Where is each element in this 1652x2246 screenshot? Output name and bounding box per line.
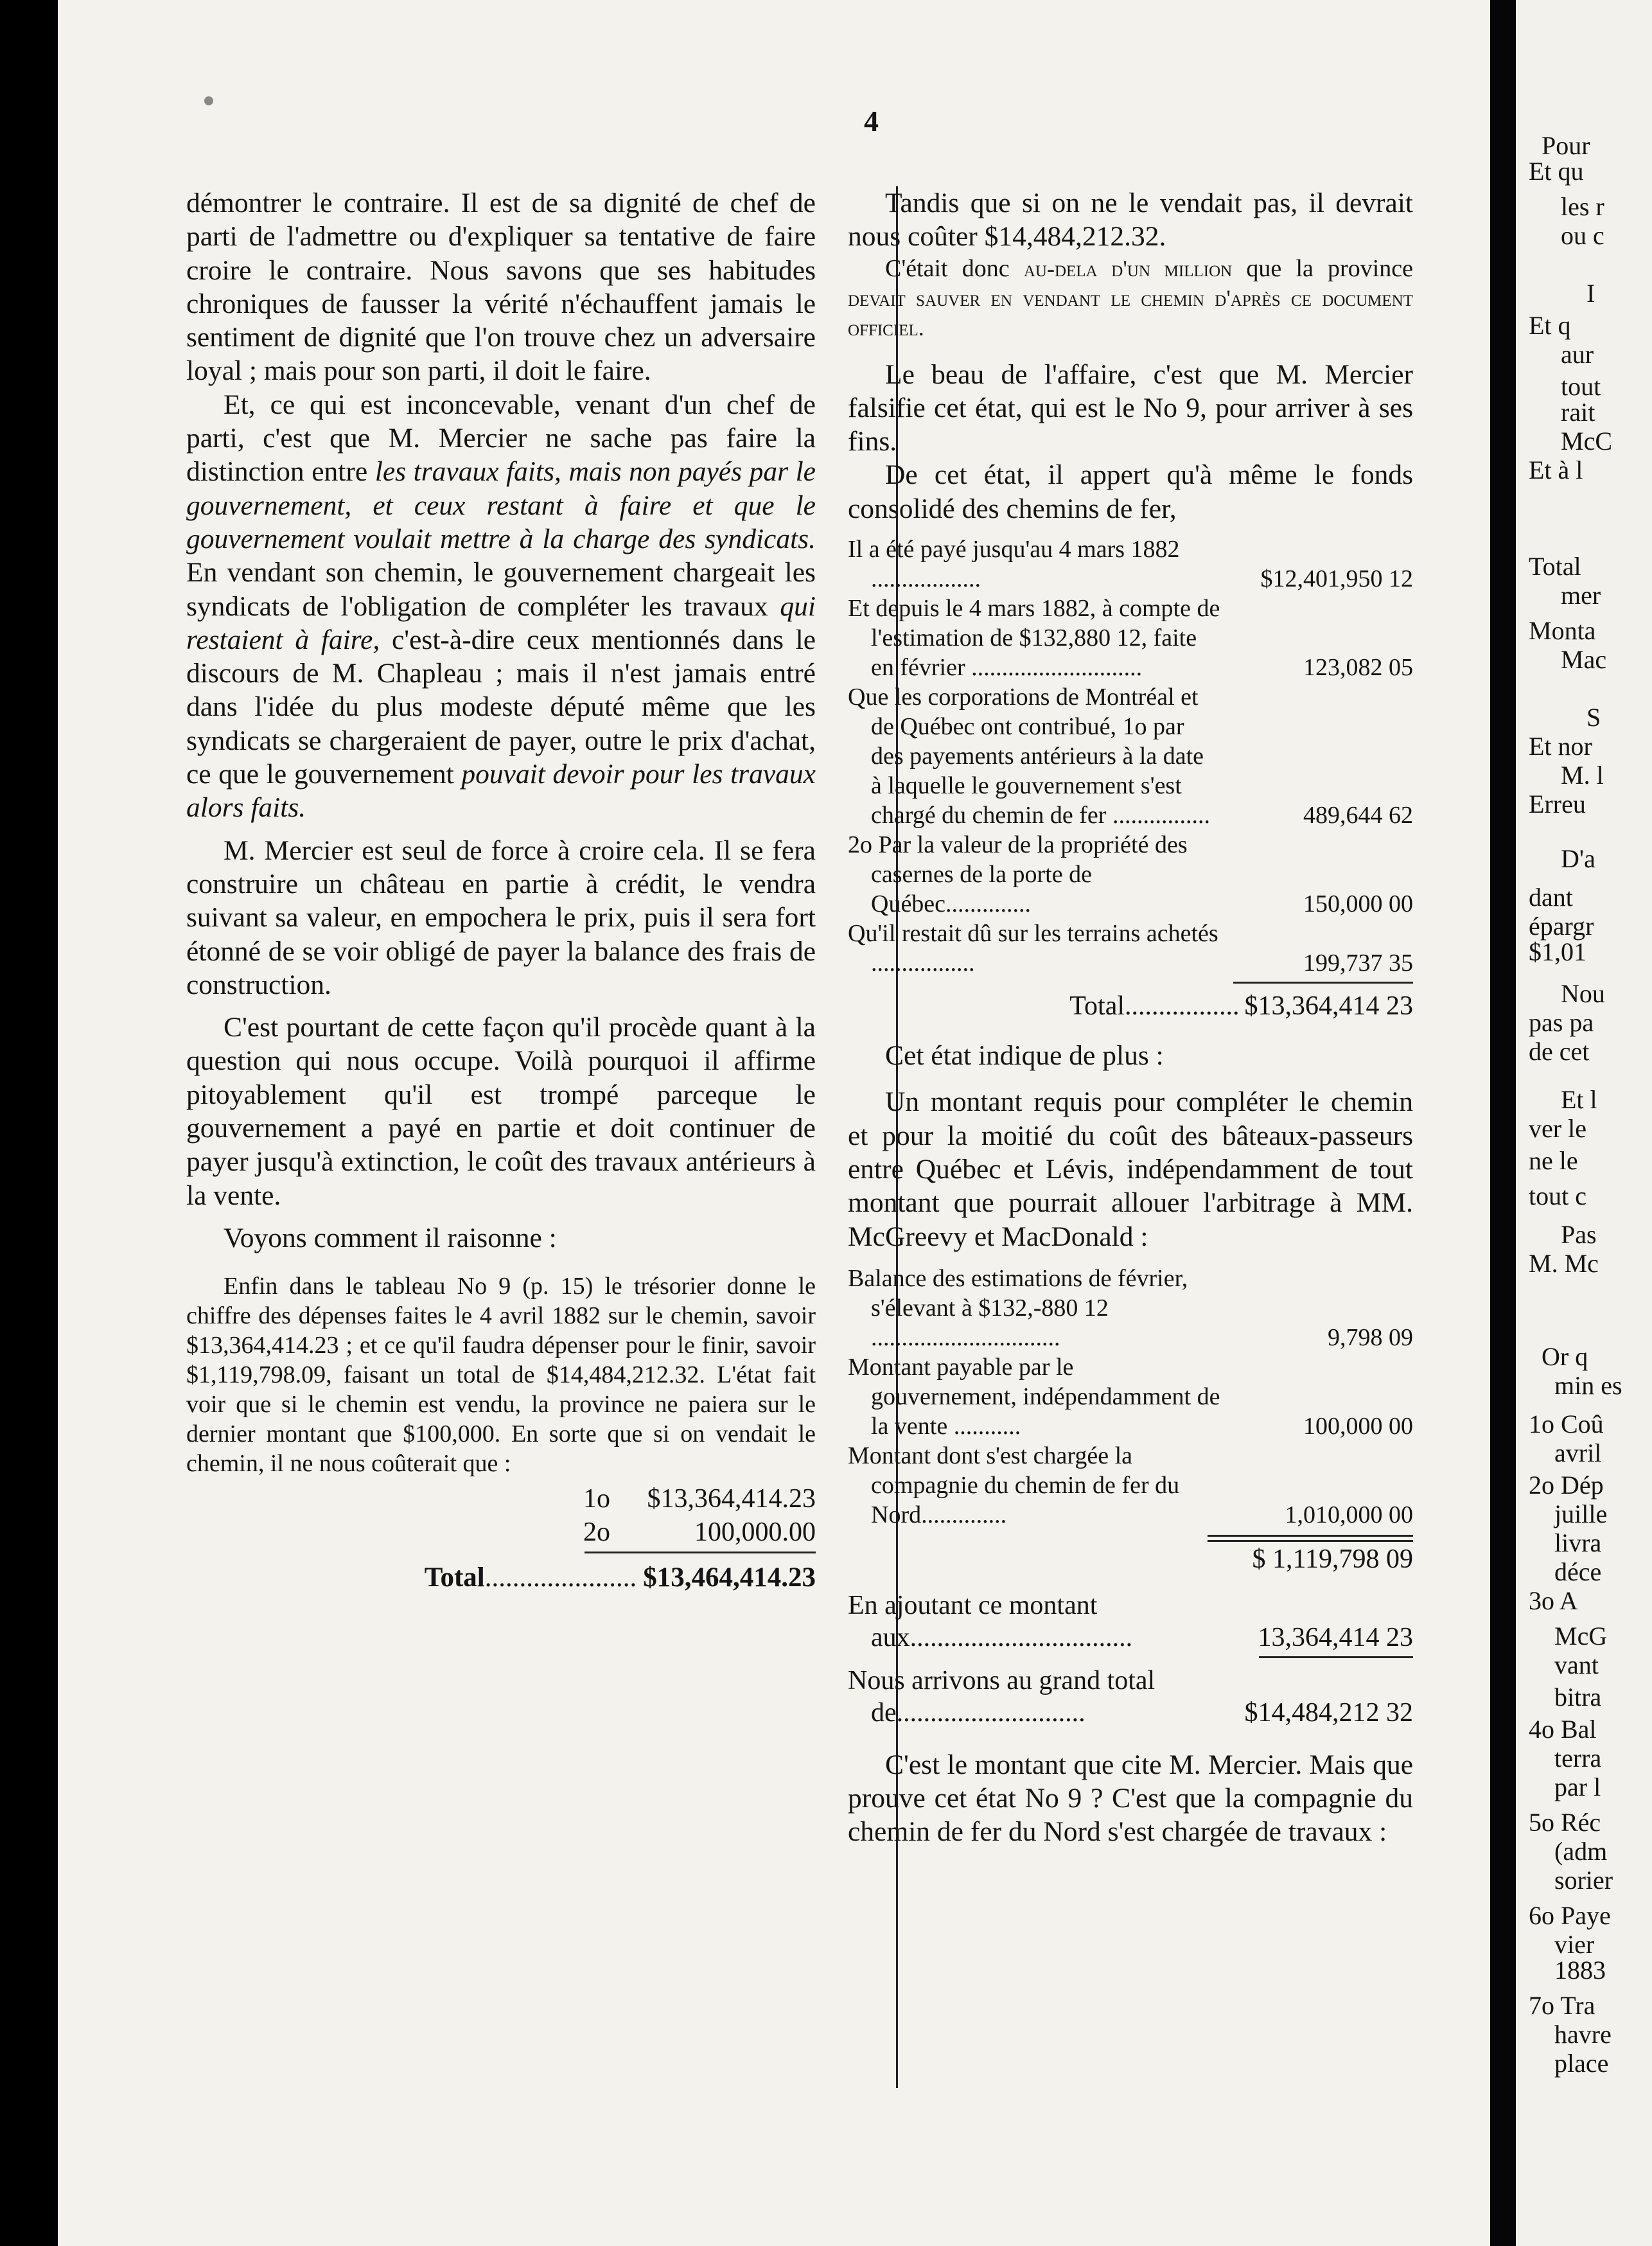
quoted-passage: Enfin dans le tableau No 9 (p. 15) le trésorier donne le chiffre des dépenses faites le 4 avril 1882 sur le chemin, savoir $13,364,414.23 ; et ce qu'il faudra dépenser pour le finir, savoir $1,119,798.09, faisant un total de $14,484,212.32. L'état fait voir que si le chemin est vendu, la province ne paiera sur le dernier montant que $100,000. En sorte que si on vendait le chemin, il ne nous coûterait que : xyxy=(186,1273,816,1478)
sum-rule xyxy=(584,1552,816,1553)
expense-desc: Que les corporations de Montréal et de Québec ont contribué, 1o par des payements antérieurs à la date à laquelle le gouvernement s'est chargé du chemin de fer ................ xyxy=(848,684,1210,829)
adjacent-page-line: tout xyxy=(1561,372,1601,401)
paragraph-r7: C'est le montant que cite M. Mercier. Mais que prouve cet état No 9 ? C'est que la compagnie du chemin de fer du Nord s'est chargée de travaux : xyxy=(848,1749,1413,1848)
adjacent-page-line: Pas xyxy=(1561,1220,1597,1249)
adjacent-page-line: terra xyxy=(1554,1744,1602,1773)
page-gutter xyxy=(1490,0,1516,2246)
adjacent-page-line: vant xyxy=(1554,1650,1599,1679)
adjacent-page-line: juille xyxy=(1554,1499,1608,1528)
adjacent-page-line: sorier xyxy=(1554,1866,1613,1895)
adjacent-page-line: McG xyxy=(1554,1622,1608,1650)
adjacent-page-line: livra xyxy=(1554,1528,1602,1557)
adjacent-page-line: $1,01 xyxy=(1529,937,1586,966)
expense-total-amount: $13,364,414 23 xyxy=(1244,991,1413,1021)
paragraph-2-italic-1: les travaux faits, mais non payés par le gouvernement, et ceux restant à faire et que le gouvernement voulait mettre à la charge des syndicats. xyxy=(186,456,816,554)
adjacent-page-line: I xyxy=(1586,279,1595,308)
adjacent-page-line: vier xyxy=(1554,1930,1595,1959)
expense-amount: 150,000 00 xyxy=(1303,890,1413,918)
add-row xyxy=(848,1589,1413,1654)
expense-desc: Et depuis le 4 mars 1882, à compte de l'estimation de $132,880 12, faite en février ............................ xyxy=(848,595,1220,682)
add-amount: 13,364,414 23 xyxy=(1258,1622,1413,1652)
adjacent-page-line: place xyxy=(1554,2049,1609,2078)
adjacent-page-line: mer xyxy=(1561,581,1601,610)
completion-table xyxy=(848,1264,1413,1729)
right-column xyxy=(848,186,1413,1849)
page-number: 4 xyxy=(864,105,879,137)
paragraph-r6: Un montant requis pour compléter le chemin et pour la moitié du coût des bâteaux-passeurs entre Québec et Lévis, indépendamment de tout montant que pourrait allouer l'arbitrage à MM. McGreevy et MacDonald : xyxy=(848,1086,1413,1252)
expense-desc: Qu'il restait dû sur les terrains achetés ................. xyxy=(848,920,1218,977)
adjacent-page-line: Total xyxy=(1529,552,1581,581)
adjacent-page-line: 7o Tra xyxy=(1529,1991,1595,2020)
adjacent-page-line: tout c xyxy=(1529,1181,1586,1210)
sum-total-row xyxy=(186,1561,816,1595)
adjacent-page-line: (adm xyxy=(1554,1837,1608,1866)
sum-total-amount: $13,464,414.23 xyxy=(643,1562,816,1593)
adjacent-page-line: 1o Coû xyxy=(1529,1410,1604,1438)
adjacent-page-line: 2o Dép xyxy=(1529,1471,1604,1499)
adjacent-page-line: M. l xyxy=(1561,761,1604,790)
paragraph-3: M. Mercier est seul de force à croire cela. Il se fera construire un château en partie à crédit, le vendra suivant sa valeur, en empochera le prix, puis il sera fort étonné de se voir obligé de payer la balance des frais de construction. xyxy=(186,835,816,1000)
adjacent-page-line: S xyxy=(1586,703,1601,732)
sum-row-label: 1o xyxy=(583,1484,610,1514)
paragraph-r2-smallcaps-2: devait sauver en vendant le chemin d'après ce document officiel. xyxy=(848,285,1413,340)
paragraph-r1: Tandis que si on ne le vendait pas, il devrait nous coûter $14,484,212.32. xyxy=(848,188,1413,252)
adjacent-page-line: déce xyxy=(1554,1557,1602,1586)
adjacent-page-line: rait xyxy=(1561,398,1595,427)
paragraph-2-part-c: En vendant son chemin, le gouvernement chargeait les syndicats de l'obligation de compléter les travaux xyxy=(186,557,816,622)
completion-amount: 100,000 00 xyxy=(1303,1412,1413,1440)
expense-total-row xyxy=(848,991,1413,1021)
adjacent-page-line: dant xyxy=(1529,883,1573,912)
sum-row-label: 2o xyxy=(583,1517,610,1548)
completion-desc: Montant payable par le gouvernement, indépendamment de la vente ........... xyxy=(848,1353,1220,1440)
expense-amount: 123,082 05 xyxy=(1303,654,1413,682)
grand-total-row xyxy=(848,1665,1413,1729)
adjacent-page-line: bitra xyxy=(1554,1683,1602,1711)
adjacent-page-line: Et q xyxy=(1529,311,1571,340)
sum-row-amount: $13,364,414.23 xyxy=(647,1484,816,1514)
adjacent-page-line: épargr xyxy=(1529,912,1594,941)
adjacent-page-line: Et nor xyxy=(1529,732,1592,761)
adjacent-page-line: pas pa xyxy=(1529,1008,1594,1037)
adjacent-page-line: Erreu xyxy=(1529,790,1586,818)
adjacent-page-line: Nou xyxy=(1561,979,1605,1008)
completion-total-amount: $ 1,119,798 09 xyxy=(1252,1544,1413,1574)
paragraph-2-part-e: c'est-à-dire ceux mentionnés dans le discours de M. Chapleau ; mais il n'est jamais entré dans l'idée du plus modeste député même que les syndicats se chargeraient de payer, outre le prix d'achat, ce que le gouvernement xyxy=(186,624,816,790)
paragraph-r5: Cet état indique de plus : xyxy=(885,1040,1164,1072)
adjacent-page-fragment xyxy=(1516,0,1652,2246)
adjacent-page-line: Pour xyxy=(1542,131,1590,160)
sum-row-amount: 100,000.00 xyxy=(694,1517,816,1548)
adjacent-page-line: 5o Réc xyxy=(1529,1808,1601,1837)
paragraph-2 xyxy=(186,388,816,825)
adjacent-page-line: ne le xyxy=(1529,1146,1578,1175)
paragraph-r2-a: C'était donc xyxy=(885,254,1024,282)
adjacent-page-line: D'a xyxy=(1561,844,1595,873)
paragraph-1: démontrer le contraire. Il est de sa dignité de chef de parti de l'admettre ou d'expliquer sa tentative de faire croire le contraire. Nous savons que ses habitudes chroniques de fausser la vérité n'échauffent jamais le sentiment de dignité que l'on trouve chez un adversaire loyal ; mais pour son parti, il doit le faire. xyxy=(186,188,816,387)
expense-rule xyxy=(1233,982,1413,984)
paragraph-r4: De cet état, il appert qu'à même le fonds consolidé des chemins de fer, xyxy=(848,459,1413,524)
expense-table xyxy=(848,535,1413,1021)
adjacent-page-line: havre xyxy=(1554,2020,1612,2049)
left-column xyxy=(186,186,816,1595)
grand-desc: Nous arrivons au grand total de............................ xyxy=(848,1665,1156,1728)
sum-row xyxy=(186,1482,816,1516)
adjacent-page-line: les r xyxy=(1561,192,1604,221)
completion-desc: Balance des estimations de février, s'élevant à $132,-880 12 ............................... xyxy=(848,1264,1188,1351)
completion-desc: Montant dont s'est chargée la compagnie du chemin de fer du Nord.............. xyxy=(848,1442,1180,1528)
adjacent-page-line: Monta xyxy=(1529,616,1596,645)
expense-total-label: Total................. xyxy=(1069,991,1240,1021)
expense-amount: 489,644 62 xyxy=(1303,802,1413,829)
expense-row xyxy=(848,594,1413,682)
adjacent-page-line: par l xyxy=(1554,1773,1601,1801)
paragraph-r2 xyxy=(848,254,1413,342)
paragraph-2-italic-3: pouvait devoir pour les travaux alors faits. xyxy=(186,759,816,824)
expense-row xyxy=(848,919,1413,978)
adjacent-page-line: avril xyxy=(1554,1438,1602,1467)
grand-amount: $14,484,212 32 xyxy=(1244,1697,1413,1728)
completion-amount: 9,798 09 xyxy=(1328,1323,1413,1351)
expense-row xyxy=(848,682,1413,830)
completion-total-row xyxy=(848,1544,1413,1574)
adjacent-page-line: M. Mc xyxy=(1529,1249,1599,1278)
adjacent-page-line: 6o Paye xyxy=(1529,1901,1611,1930)
adjacent-page-line: Et qu xyxy=(1529,157,1584,186)
completion-rule xyxy=(1208,1535,1413,1542)
paragraph-5: Voyons comment il raisonne : xyxy=(224,1222,557,1253)
adjacent-page-line: min es xyxy=(1554,1371,1622,1400)
paragraph-4: C'est pourtant de cette façon qu'il procède quant à la question qui nous occupe. Voilà pourquoi il affirme pitoyablement qu'il est trompé parceque le gouvernement a payé en partie et doit continuer de payer jusqu'à extinction, le coût des travaux antérieurs à la vente. xyxy=(186,1012,816,1211)
adjacent-page-line: aur xyxy=(1561,340,1594,369)
sum-block xyxy=(186,1482,816,1595)
adjacent-page-line: de cet xyxy=(1529,1037,1590,1066)
completion-row xyxy=(848,1264,1413,1352)
adjacent-page-line: ver le xyxy=(1529,1114,1586,1143)
paragraph-2-italic-2: qui restaient à faire, xyxy=(186,590,816,655)
adjacent-page-line: ou c xyxy=(1561,221,1604,250)
grand-rule xyxy=(1259,1656,1413,1658)
completion-row xyxy=(848,1352,1413,1441)
sum-total-leader: ...................... xyxy=(484,1562,637,1593)
expense-row xyxy=(848,535,1413,594)
adjacent-page-line: 3o A xyxy=(1529,1586,1578,1615)
paragraph-r2-smallcaps-1: au-dela d'un million xyxy=(1023,255,1233,281)
expense-amount: $12,401,950 12 xyxy=(1260,565,1413,593)
paragraph-r3: Le beau de l'affaire, c'est que M. Mercier falsifie cet état, qui est le No 9, pour arriver à ses fins. xyxy=(848,358,1413,457)
expense-desc: 2o Par la valeur de la propriété des casernes de la porte de Québec.............. xyxy=(848,831,1188,918)
adjacent-page-line: 4o Bal xyxy=(1529,1715,1597,1744)
adjacent-page-line: Et à l xyxy=(1529,455,1583,484)
adjacent-page-line: McC xyxy=(1561,427,1612,455)
adjacent-page-line: Or q xyxy=(1542,1342,1588,1371)
adjacent-page-line: Mac xyxy=(1561,645,1607,674)
adjacent-page-line: Et l xyxy=(1561,1085,1597,1114)
sum-total-label: Total xyxy=(424,1562,485,1593)
paragraph-r2-b: que la province xyxy=(1232,254,1414,282)
margin-speck xyxy=(204,96,213,105)
expense-desc: Il a été payé jusqu'au 4 mars 1882 .................. xyxy=(848,536,1180,593)
add-desc: En ajoutant ce montant aux................................. xyxy=(848,1590,1133,1652)
paragraph-2-part-a: Et, ce qui est inconcevable, venant d'un chef de parti, c'est que M. Mercier ne sache pas faire la distinction entre xyxy=(186,389,816,488)
sum-row xyxy=(186,1516,816,1549)
expense-amount: 199,737 35 xyxy=(1303,950,1413,977)
expense-row xyxy=(848,830,1413,919)
adjacent-page-line: 1883 xyxy=(1554,1956,1606,1985)
completion-row xyxy=(848,1441,1413,1530)
completion-amount: 1,010,000 00 xyxy=(1285,1501,1413,1528)
